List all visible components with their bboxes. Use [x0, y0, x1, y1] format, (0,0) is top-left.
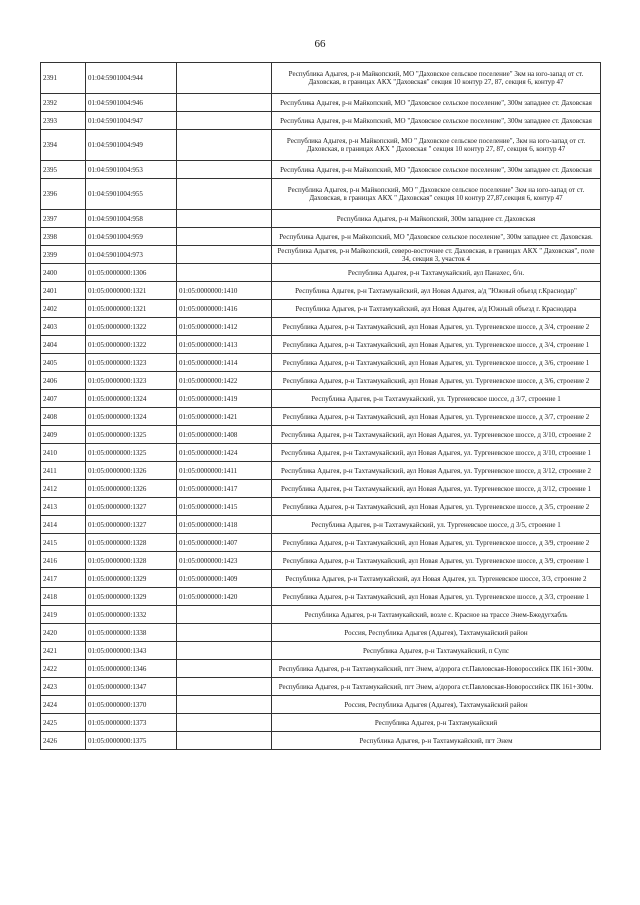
row-number: 2393 [41, 112, 86, 130]
row-number: 2403 [41, 318, 86, 336]
address: Республика Адыгея, р-н Тахтамукайский, аул Новая Адыгея, а/д "Южный обьезд г.Краснодар" [272, 282, 601, 300]
table-row [41, 588, 601, 606]
cadastral-number: 01:05:0000000:1321 [86, 282, 177, 300]
land-plot-table [40, 62, 601, 750]
cadastral-number: 01:05:0000000:1326 [86, 480, 177, 498]
cadastral-number: 01:05:0000000:1373 [86, 714, 177, 732]
cadastral-number: 01:05:0000000:1347 [86, 678, 177, 696]
row-number: 2419 [41, 606, 86, 624]
address: Республика Адыгея, р-н Майкопский, МО "Даховское сельское поселение" 3км на юго-запад от ст. Даховская, в границах АКХ "Даховская" секция 10 контур 27, 87, секция 6, контур 47 [272, 63, 601, 94]
table-row [41, 246, 601, 264]
table-row [41, 696, 601, 714]
related-cadastral-number: 01:05:0000000:1422 [177, 372, 272, 390]
related-cadastral-number: 01:05:0000000:1424 [177, 444, 272, 462]
address: Республика Адыгея, р-н Тахтамукайский, пгт Энем, а/дорога ст.Павловская-Новороссийск ПК 161+300м. [272, 678, 601, 696]
address: Республика Адыгея, р-н Тахтамукайский, п Супс [272, 642, 601, 660]
address: Республика Адыгея, р-н Тахтамукайский, пгт Энем [272, 732, 601, 750]
related-cadastral-number [177, 63, 272, 94]
table-row [41, 228, 601, 246]
related-cadastral-number: 01:05:0000000:1407 [177, 534, 272, 552]
cadastral-number: 01:05:0000000:1343 [86, 642, 177, 660]
related-cadastral-number [177, 642, 272, 660]
related-cadastral-number: 01:05:0000000:1408 [177, 426, 272, 444]
table-row [41, 179, 601, 210]
row-number: 2421 [41, 642, 86, 660]
cadastral-number: 01:04:5901004:958 [86, 210, 177, 228]
cadastral-number: 01:05:0000000:1328 [86, 534, 177, 552]
table-row [41, 534, 601, 552]
table-row [41, 516, 601, 534]
table-row [41, 732, 601, 750]
cadastral-number: 01:05:0000000:1327 [86, 498, 177, 516]
table-row [41, 408, 601, 426]
cadastral-number: 01:05:0000000:1326 [86, 462, 177, 480]
table-row [41, 264, 601, 282]
row-number: 2426 [41, 732, 86, 750]
cadastral-number: 01:05:0000000:1322 [86, 318, 177, 336]
address: Республика Адыгея, р-н Тахтамукайский, ул. Тургеневское шоссе, д 3/5, строение 1 [272, 516, 601, 534]
cadastral-number: 01:05:0000000:1332 [86, 606, 177, 624]
row-number: 2425 [41, 714, 86, 732]
related-cadastral-number: 01:05:0000000:1417 [177, 480, 272, 498]
cadastral-number: 01:04:5901004:946 [86, 94, 177, 112]
table-row [41, 480, 601, 498]
related-cadastral-number [177, 228, 272, 246]
table-row [41, 498, 601, 516]
row-number: 2423 [41, 678, 86, 696]
page-number: 66 [314, 38, 326, 50]
cadastral-number: 01:05:0000000:1329 [86, 588, 177, 606]
address: Республика Адыгея, р-н Тахтамукайский, возле с. Красное на трассе Энем-Бжедугхабль [272, 606, 601, 624]
address: Республика Адыгея, р-н Тахтамукайский, аул Новая Адыгея, ул. Тургеневское шоссе, д 3/10, строение 2 [272, 426, 601, 444]
cadastral-number: 01:05:0000000:1327 [86, 516, 177, 534]
row-number: 2395 [41, 161, 86, 179]
related-cadastral-number [177, 246, 272, 264]
row-number: 2408 [41, 408, 86, 426]
row-number: 2417 [41, 570, 86, 588]
row-number: 2391 [41, 63, 86, 94]
table-row [41, 210, 601, 228]
table-row [41, 462, 601, 480]
related-cadastral-number [177, 714, 272, 732]
row-number: 2397 [41, 210, 86, 228]
cadastral-number: 01:05:0000000:1321 [86, 300, 177, 318]
address: Республика Адыгея, р-н Майкопский, МО "Даховское сельское поселение", 300м западнее ст. Даховская [272, 161, 601, 179]
address: Республика Адыгея, р-н Тахтамукайский, аул Новая Адыгея, ул. Тургеневское шоссе, д 3/12, строение 2 [272, 462, 601, 480]
cadastral-number: 01:05:0000000:1324 [86, 390, 177, 408]
table-row [41, 336, 601, 354]
table-row [41, 678, 601, 696]
table-row [41, 300, 601, 318]
cadastral-number: 01:05:0000000:1338 [86, 624, 177, 642]
related-cadastral-number: 01:05:0000000:1421 [177, 408, 272, 426]
row-number: 2394 [41, 130, 86, 161]
address: Республика Адыгея, р-н Тахтамукайский, аул Новая Адыгея, а/д Южный объезд г. Краснодара [272, 300, 601, 318]
related-cadastral-number: 01:05:0000000:1415 [177, 498, 272, 516]
cadastral-number: 01:05:0000000:1370 [86, 696, 177, 714]
address: Россия, Республика Адыгея (Адыгея), Тахтамукайский район [272, 624, 601, 642]
related-cadastral-number [177, 696, 272, 714]
row-number: 2407 [41, 390, 86, 408]
related-cadastral-number [177, 264, 272, 282]
address: Республика Адыгея, р-н Тахтамукайский, аул Новая Адыгея, ул. Тургеневское шоссе, 3/3, строение 2 [272, 570, 601, 588]
address: Республика Адыгея, р-н Майкопский, МО "Даховское сельское поселение", 300м западнее ст. Даховская. [272, 228, 601, 246]
row-number: 2414 [41, 516, 86, 534]
address: Республика Адыгея, р-н Тахтамукайский, аул Панахес, б/н. [272, 264, 601, 282]
table-row [41, 282, 601, 300]
cadastral-number: 01:04:5901004:973 [86, 246, 177, 264]
related-cadastral-number: 01:05:0000000:1420 [177, 588, 272, 606]
row-number: 2411 [41, 462, 86, 480]
cadastral-number: 01:04:5901004:949 [86, 130, 177, 161]
related-cadastral-number [177, 678, 272, 696]
table-row [41, 660, 601, 678]
related-cadastral-number: 01:05:0000000:1418 [177, 516, 272, 534]
related-cadastral-number [177, 606, 272, 624]
address: Республика Адыгея, р-н Майкопский, 300м западнее ст. Даховская [272, 210, 601, 228]
table-row [41, 570, 601, 588]
row-number: 2409 [41, 426, 86, 444]
cadastral-number: 01:05:0000000:1323 [86, 354, 177, 372]
address: Республика Адыгея, р-н Тахтамукайский, аул Новая Адыгея, ул. Тургеневское шоссе, д 3/6, строение 2 [272, 372, 601, 390]
row-number: 2399 [41, 246, 86, 264]
table-row [41, 624, 601, 642]
related-cadastral-number: 01:05:0000000:1419 [177, 390, 272, 408]
row-number: 2401 [41, 282, 86, 300]
address: Республика Адыгея, р-н Тахтамукайский, аул Новая Адыгея, ул. Тургеневское шоссе, д 3/3, строение 1 [272, 588, 601, 606]
row-number: 2400 [41, 264, 86, 282]
related-cadastral-number: 01:05:0000000:1410 [177, 282, 272, 300]
table-row [41, 390, 601, 408]
cadastral-number: 01:05:0000000:1329 [86, 570, 177, 588]
row-number: 2406 [41, 372, 86, 390]
related-cadastral-number: 01:05:0000000:1414 [177, 354, 272, 372]
cadastral-number: 01:04:5901004:944 [86, 63, 177, 94]
row-number: 2396 [41, 179, 86, 210]
row-number: 2422 [41, 660, 86, 678]
cadastral-number: 01:05:0000000:1346 [86, 660, 177, 678]
address: Республика Адыгея, р-н Майкопский, северо-восточнее ст. Даховская, в границах АКХ " Даховская", поле 34, секция 3, участок 4 [272, 246, 601, 264]
table-row [41, 112, 601, 130]
cadastral-number: 01:05:0000000:1323 [86, 372, 177, 390]
row-number: 2392 [41, 94, 86, 112]
related-cadastral-number [177, 210, 272, 228]
address: Республика Адыгея, р-н Майкопский, МО "Даховское сельское поселение", 300м западнее ст. Даховская [272, 112, 601, 130]
address: Республика Адыгея, р-н Тахтамукайский [272, 714, 601, 732]
row-number: 2412 [41, 480, 86, 498]
row-number: 2418 [41, 588, 86, 606]
table-row [41, 318, 601, 336]
row-number: 2402 [41, 300, 86, 318]
address: Республика Адыгея, р-н Тахтамукайский, аул Новая Адыгея, ул. Тургеневское шоссе, д 3/9, строение 1 [272, 552, 601, 570]
related-cadastral-number [177, 732, 272, 750]
row-number: 2404 [41, 336, 86, 354]
table-row [41, 426, 601, 444]
table-row [41, 444, 601, 462]
cadastral-number: 01:05:0000000:1306 [86, 264, 177, 282]
table-body [41, 63, 601, 750]
related-cadastral-number: 01:05:0000000:1423 [177, 552, 272, 570]
address: Россия, Республика Адыгея (Адыгея), Тахтамукайский район [272, 696, 601, 714]
cadastral-number: 01:05:0000000:1375 [86, 732, 177, 750]
table-row [41, 130, 601, 161]
cadastral-number: 01:04:5901004:953 [86, 161, 177, 179]
address: Республика Адыгея, р-н Тахтамукайский, пгт Энем, а/дорога ст.Павловская-Новороссийск ПК 161+300м. [272, 660, 601, 678]
cadastral-number: 01:05:0000000:1325 [86, 426, 177, 444]
table-row [41, 642, 601, 660]
address: Республика Адыгея, р-н Майкопский, МО " Даховское сельское поселение" 3км на юго-запад от ст. Даховская, в границах АКХ " Даховская" секция 10 контур 27,87,секция 6, контур 47 [272, 179, 601, 210]
table-row [41, 606, 601, 624]
cadastral-number: 01:05:0000000:1322 [86, 336, 177, 354]
row-number: 2415 [41, 534, 86, 552]
related-cadastral-number: 01:05:0000000:1413 [177, 336, 272, 354]
related-cadastral-number [177, 179, 272, 210]
row-number: 2424 [41, 696, 86, 714]
cadastral-number: 01:05:0000000:1325 [86, 444, 177, 462]
related-cadastral-number [177, 130, 272, 161]
row-number: 2416 [41, 552, 86, 570]
related-cadastral-number [177, 112, 272, 130]
address: Республика Адыгея, р-н Майкопский, МО "Даховское сельское поселение", 300м западнее ст. Даховская [272, 94, 601, 112]
address: Республика Адыгея, р-н Тахтамукайский, аул Новая Адыгея, ул. Тургеневское шоссе, д 3/5, строение 2 [272, 498, 601, 516]
table-row [41, 161, 601, 179]
address: Республика Адыгея, р-н Тахтамукайский, аул Новая Адыгея, ул. Тургеневское шоссе, д 3/4, строение 2 [272, 318, 601, 336]
address: Республика Адыгея, р-н Тахтамукайский, аул Новая Адыгея, ул. Тургеневское шоссе, д 3/10, строение 1 [272, 444, 601, 462]
related-cadastral-number: 01:05:0000000:1412 [177, 318, 272, 336]
cadastral-number: 01:05:0000000:1328 [86, 552, 177, 570]
table-row [41, 94, 601, 112]
cadastral-number: 01:05:0000000:1324 [86, 408, 177, 426]
row-number: 2410 [41, 444, 86, 462]
address: Республика Адыгея, р-н Тахтамукайский, аул Новая Адыгея, ул. Тургеневское шоссе, д 3/7, строение 2 [272, 408, 601, 426]
table-row [41, 552, 601, 570]
address: Республика Адыгея, р-н Тахтамукайский, аул Новая Адыгея, ул. Тургеневское шоссе, д 3/6, строение 1 [272, 354, 601, 372]
row-number: 2420 [41, 624, 86, 642]
related-cadastral-number: 01:05:0000000:1416 [177, 300, 272, 318]
table-row [41, 372, 601, 390]
related-cadastral-number: 01:05:0000000:1409 [177, 570, 272, 588]
related-cadastral-number [177, 161, 272, 179]
row-number: 2413 [41, 498, 86, 516]
table-row [41, 63, 601, 94]
address: Республика Адыгея, р-н Тахтамукайский, ул. Тургеневское шоссе, д 3/7, строение 1 [272, 390, 601, 408]
table-row [41, 354, 601, 372]
row-number: 2405 [41, 354, 86, 372]
related-cadastral-number [177, 94, 272, 112]
address: Республика Адыгея, р-н Майкопский, МО " Даховское сельское поселение", 3км на юго-запад от ст. Даховская, в границах АКХ " Даховская " секция 10 контур 27, 87, секция 6, контур 47 [272, 130, 601, 161]
related-cadastral-number: 01:05:0000000:1411 [177, 462, 272, 480]
address: Республика Адыгея, р-н Тахтамукайский, аул Новая Адыгея, ул. Тургеневское шоссе, д 3/9, строение 2 [272, 534, 601, 552]
cadastral-number: 01:04:5901004:959 [86, 228, 177, 246]
address: Республика Адыгея, р-н Тахтамукайский, аул Новая Адыгея, ул. Тургеневское шоссе, д 3/12, строение 1 [272, 480, 601, 498]
table-row [41, 714, 601, 732]
related-cadastral-number [177, 624, 272, 642]
cadastral-number: 01:04:5901004:955 [86, 179, 177, 210]
related-cadastral-number [177, 660, 272, 678]
row-number: 2398 [41, 228, 86, 246]
address: Республика Адыгея, р-н Тахтамукайский, аул Новая Адыгея, ул. Тургеневское шоссе, д 3/4, строение 1 [272, 336, 601, 354]
cadastral-number: 01:04:5901004:947 [86, 112, 177, 130]
